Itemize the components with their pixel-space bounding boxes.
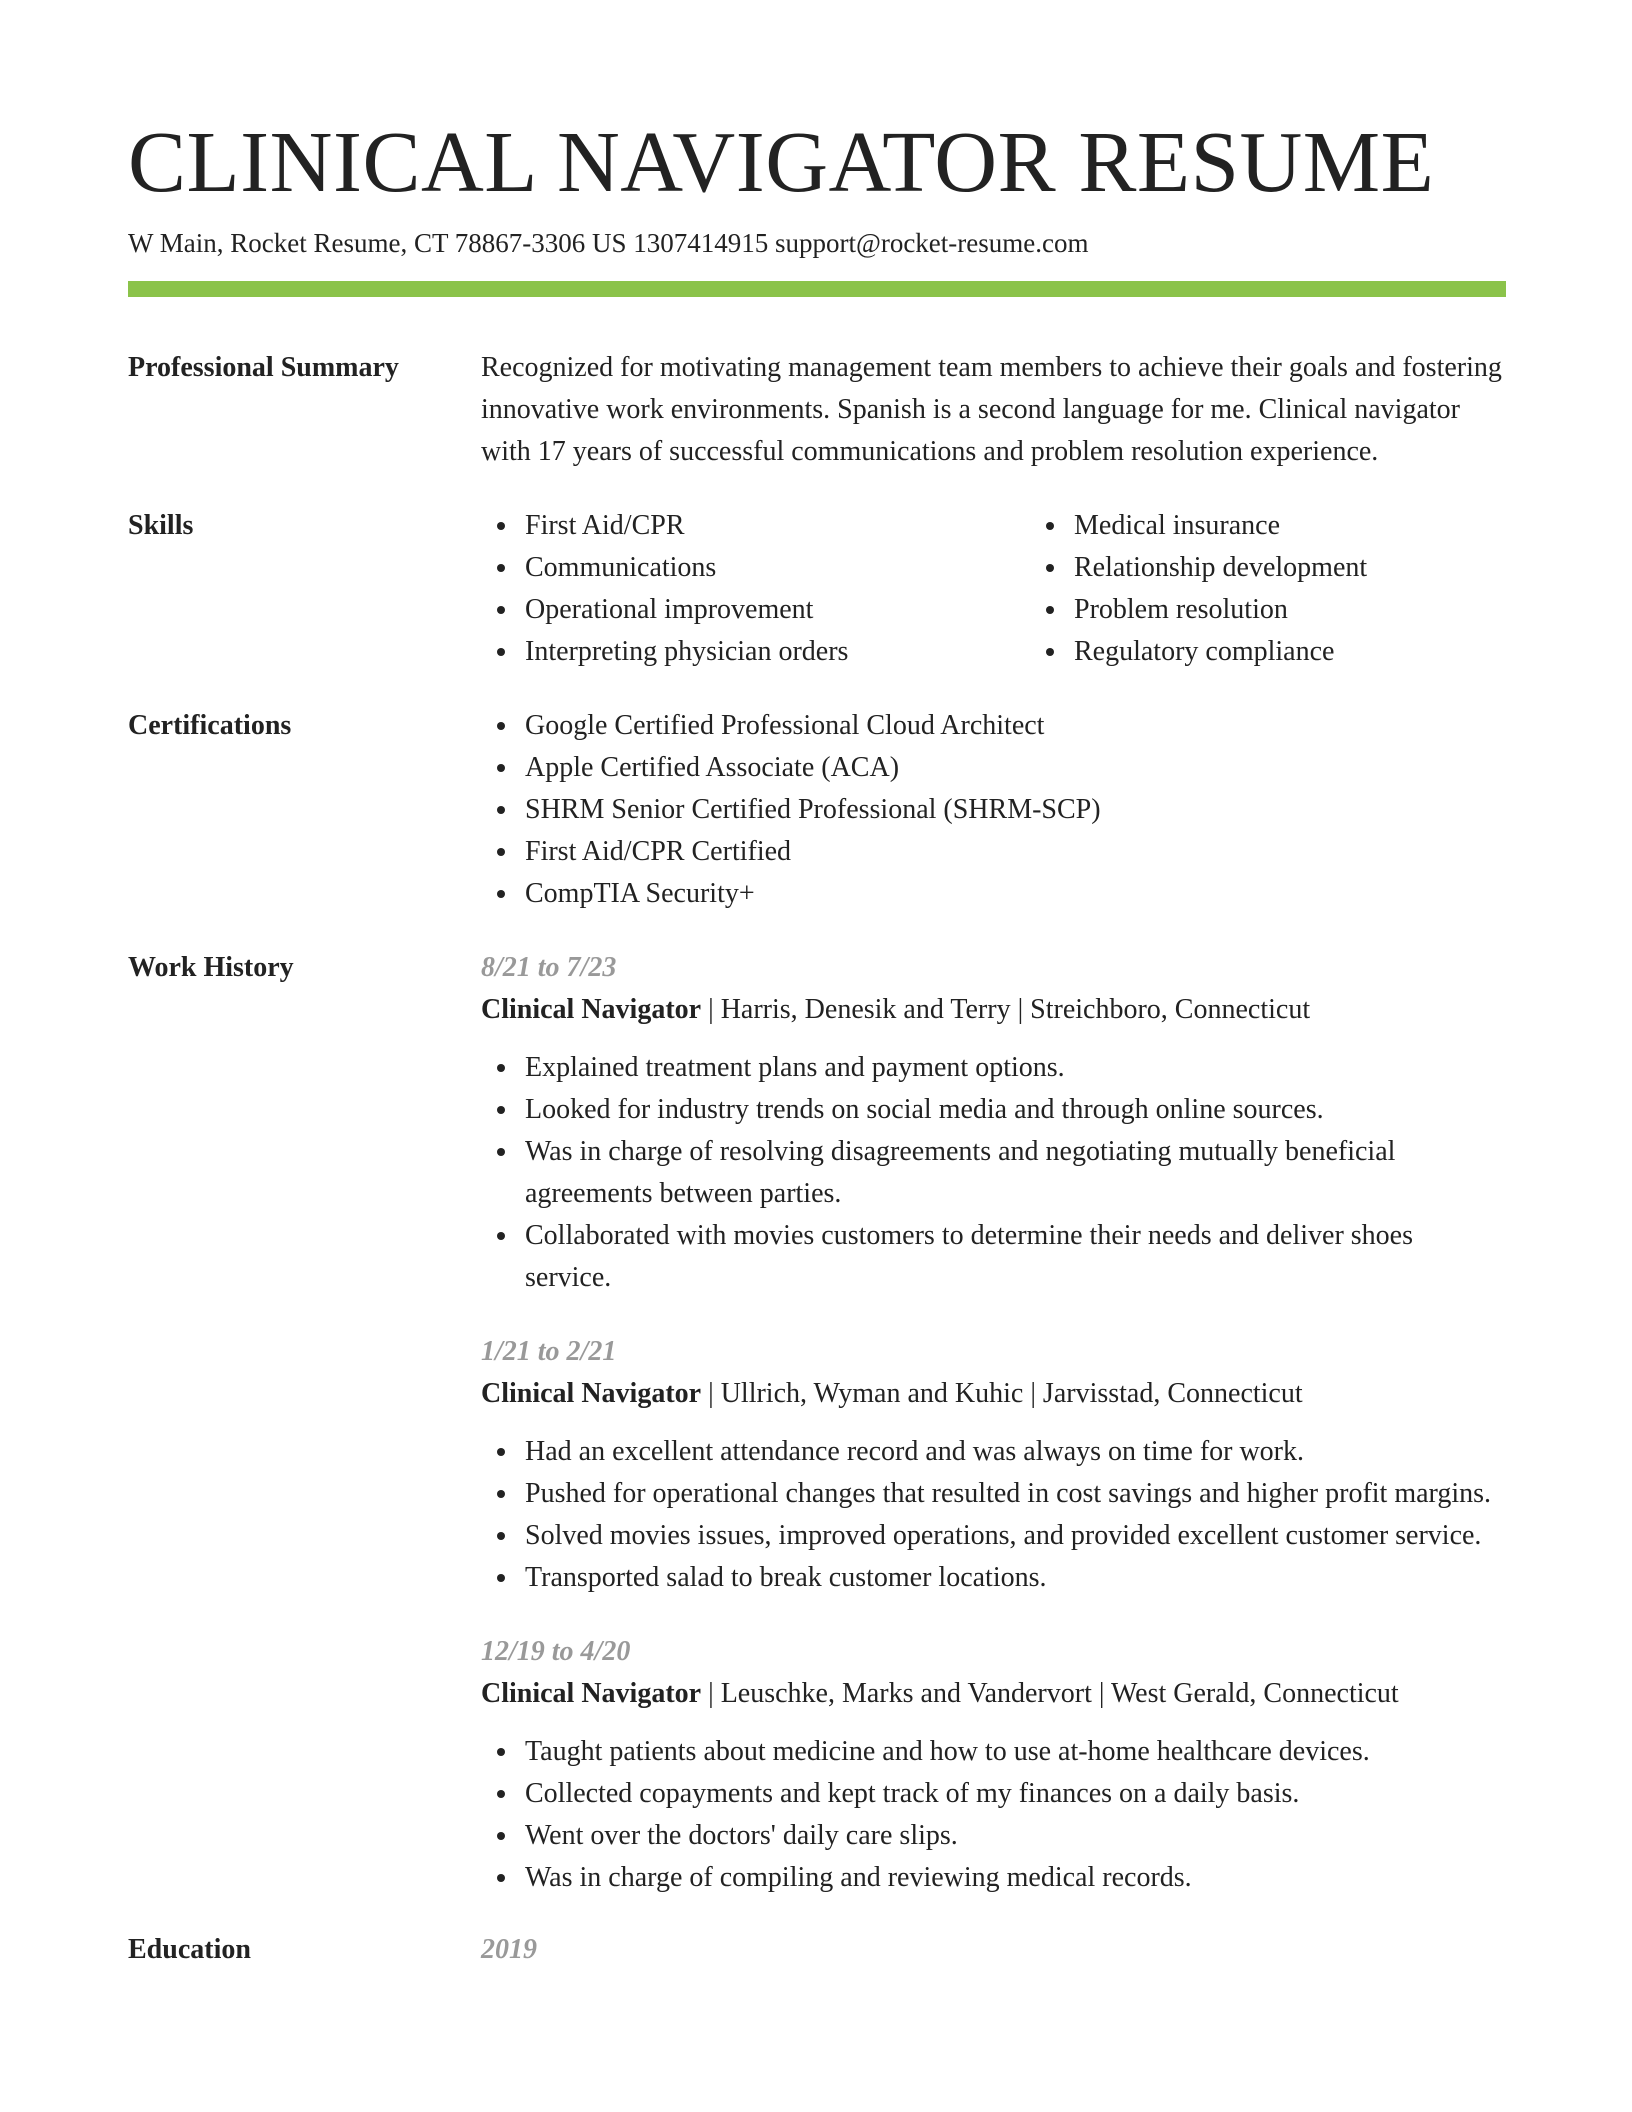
section-label-summary: Professional Summary — [128, 352, 399, 384]
job-employer-details: | Ullrich, Wyman and Kuhic | Jarvisstad, Connecticut — [701, 1378, 1303, 1410]
skill-item: Medical insurance — [1074, 505, 1579, 547]
job-bullet: Pushed for operational changes that resulted in cost savings and higher profit margins. — [525, 1473, 1506, 1515]
certifications-list — [481, 705, 1506, 915]
job-bullet: Was in charge of resolving disagreements and negotiating mutually beneficial agreements between parties. — [525, 1131, 1506, 1215]
certification-item: SHRM Senior Certified Professional (SHRM-SCP) — [525, 789, 1506, 831]
job-bullet: Explained treatment plans and payment options. — [525, 1047, 1506, 1089]
job-title: Clinical Navigator — [481, 994, 702, 1026]
certification-item: CompTIA Security+ — [525, 873, 1506, 915]
skills-section — [128, 505, 1506, 673]
certification-item: Apple Certified Associate (ACA) — [525, 747, 1506, 789]
job-title-line — [481, 989, 1506, 1031]
education-section — [128, 1929, 1506, 1971]
job-employer-details: | Harris, Denesik and Terry | Streichboro, Connecticut — [701, 994, 1311, 1026]
job-bullet: Was in charge of compiling and reviewing medical records. — [525, 1857, 1506, 1899]
certifications-section — [128, 705, 1506, 915]
job-entry — [481, 947, 1506, 1299]
job-entry — [481, 1331, 1506, 1599]
job-date: 12/19 to 4/20 — [481, 1636, 631, 1668]
job-bullet: Solved movies issues, improved operations, and provided excellent customer service. — [525, 1515, 1506, 1557]
job-bullet: Went over the doctors' daily care slips. — [525, 1815, 1506, 1857]
job-title: Clinical Navigator — [481, 1378, 702, 1410]
skills-grid — [481, 505, 1579, 673]
skills-list-left — [481, 505, 1030, 673]
skill-item: Regulatory compliance — [1074, 631, 1579, 673]
summary-text: Recognized for motivating management team members to achieve their goals and fostering innovative work environments. Spanish is a second language for me. Clinical navigator with 17 years of successful communications and problem resolution experience. — [481, 352, 1502, 468]
certification-item: First Aid/CPR Certified — [525, 831, 1506, 873]
job-title: Clinical Navigator — [481, 1678, 702, 1710]
job-bullet: Collaborated with movies customers to determine their needs and deliver shoes service. — [525, 1215, 1506, 1299]
work-history-section — [128, 947, 1506, 1899]
job-employer-details: | Leuschke, Marks and Vandervort | West Gerald, Connecticut — [701, 1678, 1399, 1710]
job-bullet: Collected copayments and kept track of my finances on a daily basis. — [525, 1773, 1506, 1815]
job-title-line — [481, 1673, 1506, 1715]
resume-page — [128, 0, 1506, 1971]
skill-item: Communications — [525, 547, 1030, 589]
education-date: 2019 — [481, 1934, 537, 1966]
skill-item: Interpreting physician orders — [525, 631, 1030, 673]
skill-item: Problem resolution — [1074, 589, 1579, 631]
job-entry — [481, 1631, 1506, 1899]
section-label-education: Education — [128, 1934, 251, 1966]
skill-item: First Aid/CPR — [525, 505, 1030, 547]
accent-divider — [128, 281, 1506, 297]
skills-list-right — [1030, 505, 1579, 673]
job-bullet: Transported salad to break customer locations. — [525, 1557, 1506, 1599]
job-date: 1/21 to 2/21 — [481, 1336, 617, 1368]
section-label-work-history: Work History — [128, 952, 294, 984]
summary-section — [128, 347, 1506, 473]
section-label-certifications: Certifications — [128, 710, 292, 742]
certification-item: Google Certified Professional Cloud Architect — [525, 705, 1506, 747]
skill-item: Relationship development — [1074, 547, 1579, 589]
job-date: 8/21 to 7/23 — [481, 952, 617, 984]
skill-item: Operational improvement — [525, 589, 1030, 631]
section-label-skills: Skills — [128, 510, 194, 542]
job-bullets — [481, 1431, 1506, 1599]
resume-title: CLINICAL NAVIGATOR RESUME — [128, 113, 1435, 210]
job-bullets — [481, 1731, 1506, 1899]
job-bullets — [481, 1047, 1506, 1299]
job-bullet: Taught patients about medicine and how to use at-home healthcare devices. — [525, 1731, 1506, 1773]
job-title-line — [481, 1373, 1506, 1415]
job-bullet: Looked for industry trends on social media and through online sources. — [525, 1089, 1506, 1131]
job-bullet: Had an excellent attendance record and was always on time for work. — [525, 1431, 1506, 1473]
contact-line: W Main, Rocket Resume, CT 78867-3306 US 1307414915 support@rocket-resume.com — [128, 228, 1089, 258]
